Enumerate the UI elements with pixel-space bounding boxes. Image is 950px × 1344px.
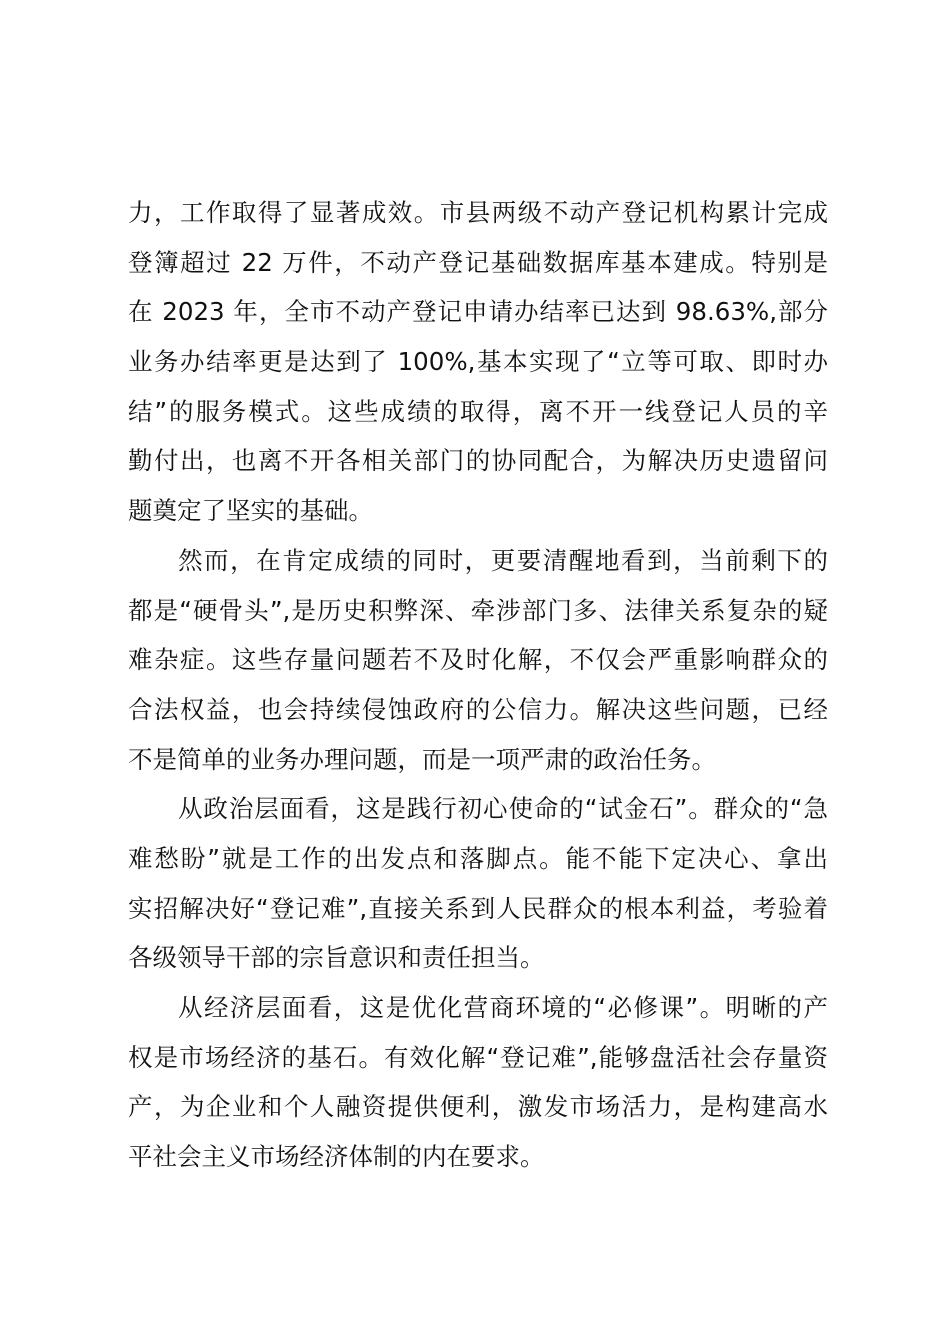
text-line: 各级领导干部的宗旨意识和责任担当。	[128, 943, 545, 973]
text-line: 平社会主义市场经济体制的内在要求。	[128, 1142, 545, 1172]
text-line: 难杂症。这些存量问题若不及时化解，不仅会严重影响群众的	[128, 645, 828, 675]
paragraph-2	[128, 536, 828, 784]
paragraph-3	[128, 784, 828, 983]
text-line: 然而，在肯定成绩的同时，更要清醒地看到，当前剩下的	[178, 545, 828, 575]
paragraph-4	[128, 983, 828, 1182]
text-line: 登簿超过 22 万件，不动产登记基础数据库基本建成。特别是	[128, 247, 828, 277]
text-line: 勤付出，也离不开各相关部门的协同配合，为解决历史遗留问	[128, 446, 828, 476]
text-line: 难愁盼”就是工作的出发点和落脚点。能不能下定决心、拿出	[128, 843, 828, 873]
paragraph-1	[128, 188, 828, 536]
text-line: 力，工作取得了显著成效。市县两级不动产登记机构累计完成	[128, 198, 828, 227]
text-line: 结”的服务模式。这些成绩的取得，离不开一线登记人员的辛	[128, 396, 828, 426]
text-line: 合法权益，也会持续侵蚀政府的公信力。解决这些问题，已经	[128, 694, 828, 724]
text-line: 都是“硬骨头”,是历史积弊深、牵涉部门多、法律关系复杂的疑	[128, 595, 828, 625]
text-line: 从政治层面看，这是践行初心使命的“试金石”。群众的“急	[178, 794, 828, 824]
text-line: 实招解决好“登记难”,直接关系到人民群众的根本利益，考验着	[128, 893, 828, 923]
text-line: 产，为企业和个人融资提供便利，激发市场活力，是构建高水	[128, 1092, 828, 1122]
text-line: 题奠定了坚实的基础。	[128, 496, 373, 526]
document-body	[128, 188, 828, 1182]
text-line: 权是市场经济的基石。有效化解“登记难”,能够盘活社会存量资	[128, 1042, 828, 1072]
text-line: 不是简单的业务办理问题，而是一项严肃的政治任务。	[128, 744, 716, 774]
text-line: 从经济层面看，这是优化营商环境的“必修课”。明晰的产	[178, 993, 828, 1022]
text-line: 业务办结率更是达到了 100%,基本实现了“立等可取、即时办	[128, 347, 828, 377]
text-line: 在 2023 年，全市不动产登记申请办结率已达到 98.63%,部分	[128, 297, 828, 327]
